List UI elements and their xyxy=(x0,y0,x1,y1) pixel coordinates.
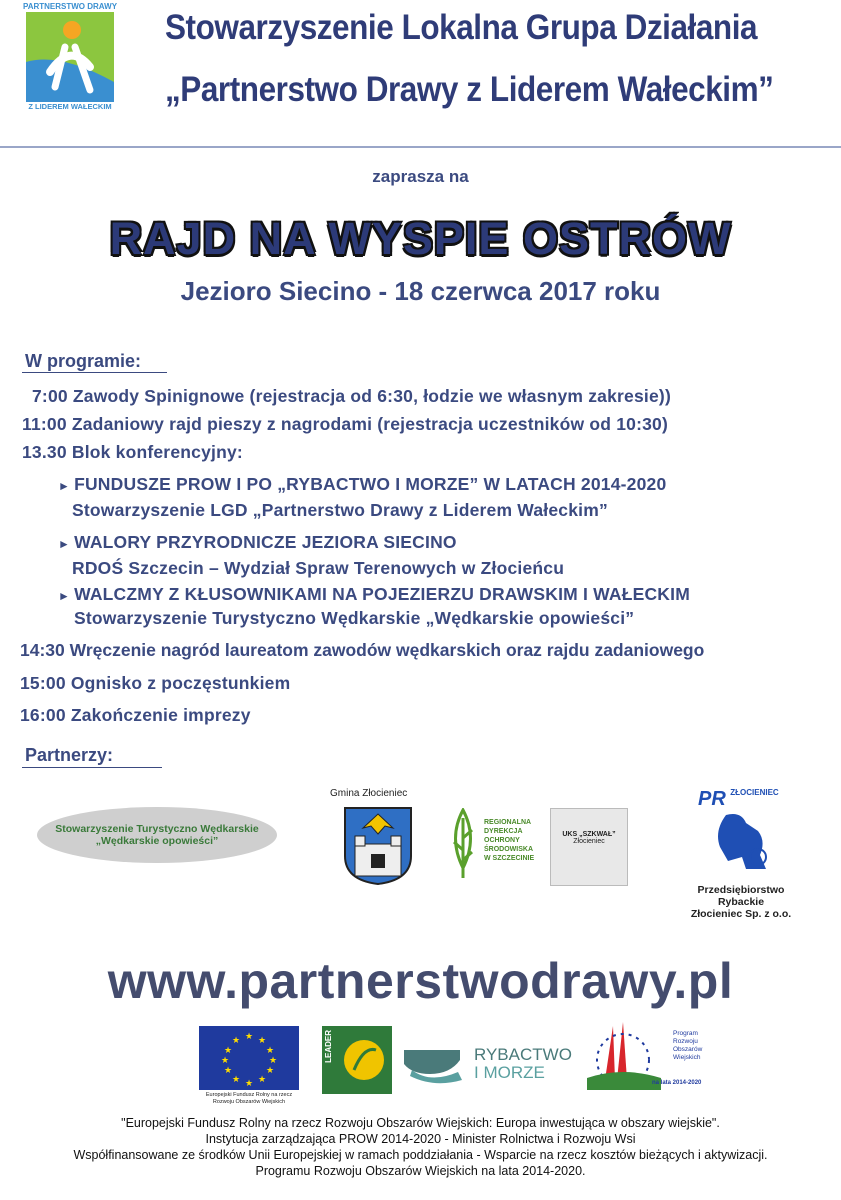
svg-text:★: ★ xyxy=(244,1079,254,1089)
logo-top-text: PARTNERSTWO DRAWY xyxy=(22,2,118,11)
program-item: 16:00 Zakończenie imprezy xyxy=(20,705,251,725)
svg-text:★: ★ xyxy=(268,1056,278,1066)
prow-text xyxy=(673,1030,702,1062)
rybactwo-line: RYBACTWO xyxy=(474,1045,572,1064)
arrow-right-icon: ► xyxy=(58,479,71,493)
prow-logo-icon xyxy=(583,1020,663,1092)
program-item: 7:00 Zawody Spinignowe (rejestracja od 6:30, łodzie we własnym zakresie)) xyxy=(32,386,671,406)
svg-text:★: ★ xyxy=(231,1036,241,1046)
leader-seal-icon xyxy=(340,1036,388,1084)
stw-name-line2: „Wędkarskie opowieści” xyxy=(95,835,219,847)
svg-text:★: ★ xyxy=(223,1066,233,1076)
invite-text: zaprasza na xyxy=(372,167,469,186)
event-subtitle: Jezioro Siecino - 18 czerwca 2017 roku xyxy=(180,276,661,306)
pr-logo-text: PR xyxy=(698,788,726,810)
talk-title: ► FUNDUSZE PROW I PO „RYBACTWO I MORZE” W LATACH 2014-2020 xyxy=(58,474,667,494)
eu-caption-line: Rozwoju Obszarów Wiejskich xyxy=(212,1099,286,1105)
org-title-line2: „Partnerstwo Drawy z Liderem Wałeckim” xyxy=(165,70,774,109)
eu-flag-icon xyxy=(199,1026,299,1090)
program-heading: W programie: xyxy=(25,351,142,371)
svg-text:★: ★ xyxy=(231,1075,241,1085)
program-item: 11:00 Zadaniowy rajd pieszy z nagrodami (rejestracja uczestników od 10:30) xyxy=(22,414,668,434)
pr-fisherman-icon xyxy=(706,811,776,873)
footer-text xyxy=(0,1115,841,1179)
prow-line: Wiejskich xyxy=(673,1054,701,1061)
event-title: RAJD NA WYSPIE OSTRÓW xyxy=(109,213,732,264)
gmina-coat-of-arms-icon xyxy=(343,806,413,886)
pr-line: Przedsiębiorstwo Rybackie xyxy=(697,884,785,908)
stw-name-line1: Stowarzyszenie Turystyczno Wędkarskie xyxy=(55,823,259,835)
org-title-line1: Stowarzyszenie Lokalna Grupa Działania xyxy=(165,8,758,47)
prow-line: Obszarów xyxy=(673,1046,703,1053)
uks-name: UKS „SZKWAŁ” xyxy=(562,831,616,838)
talk-speaker: Stowarzyszenie Turystyczno Wędkarskie „Wędkarskie opowieści” xyxy=(74,608,635,628)
talk-speaker: RDOŚ Szczecin – Wydział Spraw Terenowych w Złocieńcu xyxy=(72,558,565,578)
gmina-label: Gmina Złocieniec xyxy=(330,788,408,799)
arrow-right-icon: ► xyxy=(58,589,71,603)
svg-text:★: ★ xyxy=(244,1032,254,1042)
rdos-line: OCHRONY xyxy=(484,837,520,844)
svg-text:★: ★ xyxy=(257,1075,267,1085)
program-heading-underline xyxy=(22,372,167,373)
talk-title: ► WALORY PRZYRODNICZE JEZIORA SIECINO xyxy=(58,532,457,552)
rybactwo-text xyxy=(474,1046,572,1082)
eu-caption-line: Europejski Fundusz Rolny na rzecz xyxy=(205,1092,293,1098)
talk-title: ► WALCZMY Z KŁUSOWNIKAMI NA POJEZIERZU DRAWSKIM I WAŁECKIM xyxy=(58,584,690,604)
header-divider xyxy=(0,146,841,148)
pr-zlocieniec-logo xyxy=(698,788,788,880)
logo-figure-icon xyxy=(20,12,120,102)
leader-logo xyxy=(322,1026,392,1094)
rdos-line: REGIONALNA xyxy=(484,819,532,826)
pr-line: Złocieniec Sp. z o.o. xyxy=(690,908,792,920)
rybactwo-fish-icon xyxy=(400,1040,470,1086)
rdos-line: ŚRODOWISKA xyxy=(484,846,533,853)
talk-speaker: Stowarzyszenie LGD „Partnerstwo Drawy z Liderem Wałeckim” xyxy=(72,500,608,520)
rdos-line: DYREKCJA xyxy=(484,828,523,835)
arrow-right-icon: ► xyxy=(58,537,71,551)
pr-logo-small: ZŁOCIENIEC xyxy=(730,788,779,797)
svg-text:★: ★ xyxy=(257,1036,267,1046)
uks-city: Złocieniec xyxy=(573,838,605,845)
partner-stw-logo xyxy=(37,807,277,863)
prow-line: Rozwoju xyxy=(673,1038,698,1045)
program-item: 14:30 Wręczenie nagród laureatom zawodów wędkarskich oraz rajdu zadaniowego xyxy=(20,640,705,660)
svg-text:★: ★ xyxy=(223,1046,233,1056)
footer-line: Programu Rozwoju Obszarów Wiejskich na lata 2014-2020. xyxy=(255,1164,586,1178)
rdos-text xyxy=(484,818,534,863)
footer-line: "Europejski Fundusz Rolny na rzecz Rozwoju Obszarów Wiejskich: Europa inwestująca w obszary wiejskie". xyxy=(121,1116,720,1130)
svg-text:★: ★ xyxy=(265,1066,275,1076)
svg-text:★: ★ xyxy=(220,1056,230,1066)
pr-company-name xyxy=(676,884,806,920)
rybactwo-line: I MORZE xyxy=(474,1063,545,1082)
partners-heading: Partnerzy: xyxy=(25,745,114,765)
footer-line: Współfinansowane ze środków Unii Europejskiej w ramach poddziałania - Wsparcie na rzecz kosztów bieżących i aktywizacji. xyxy=(73,1148,768,1162)
prow-line: Program xyxy=(673,1030,698,1037)
program-item: 15:00 Ognisko z poczęstunkiem xyxy=(20,673,291,693)
uks-szkwal-logo xyxy=(550,808,628,886)
rdos-line: W SZCZECINIE xyxy=(484,855,535,862)
logo-bottom-text: Z LIDEREM WAŁECKIM xyxy=(28,102,112,111)
program-item: 13.30 Blok konferencyjny: xyxy=(22,442,243,462)
lgd-logo xyxy=(18,2,122,116)
website-url[interactable]: www.partnerstwodrawy.pl xyxy=(107,953,734,1009)
footer-line: Instytucja zarządzająca PROW 2014-2020 - Minister Rolnictwa i Rozwoju Wsi xyxy=(205,1132,636,1146)
partners-heading-underline xyxy=(22,767,162,768)
eu-caption xyxy=(199,1092,299,1106)
rdos-leaf-icon xyxy=(448,808,478,880)
prow-years: na lata 2014-2020 xyxy=(652,1080,702,1086)
svg-text:★: ★ xyxy=(265,1046,275,1056)
leader-label: LEADER xyxy=(324,1030,333,1063)
